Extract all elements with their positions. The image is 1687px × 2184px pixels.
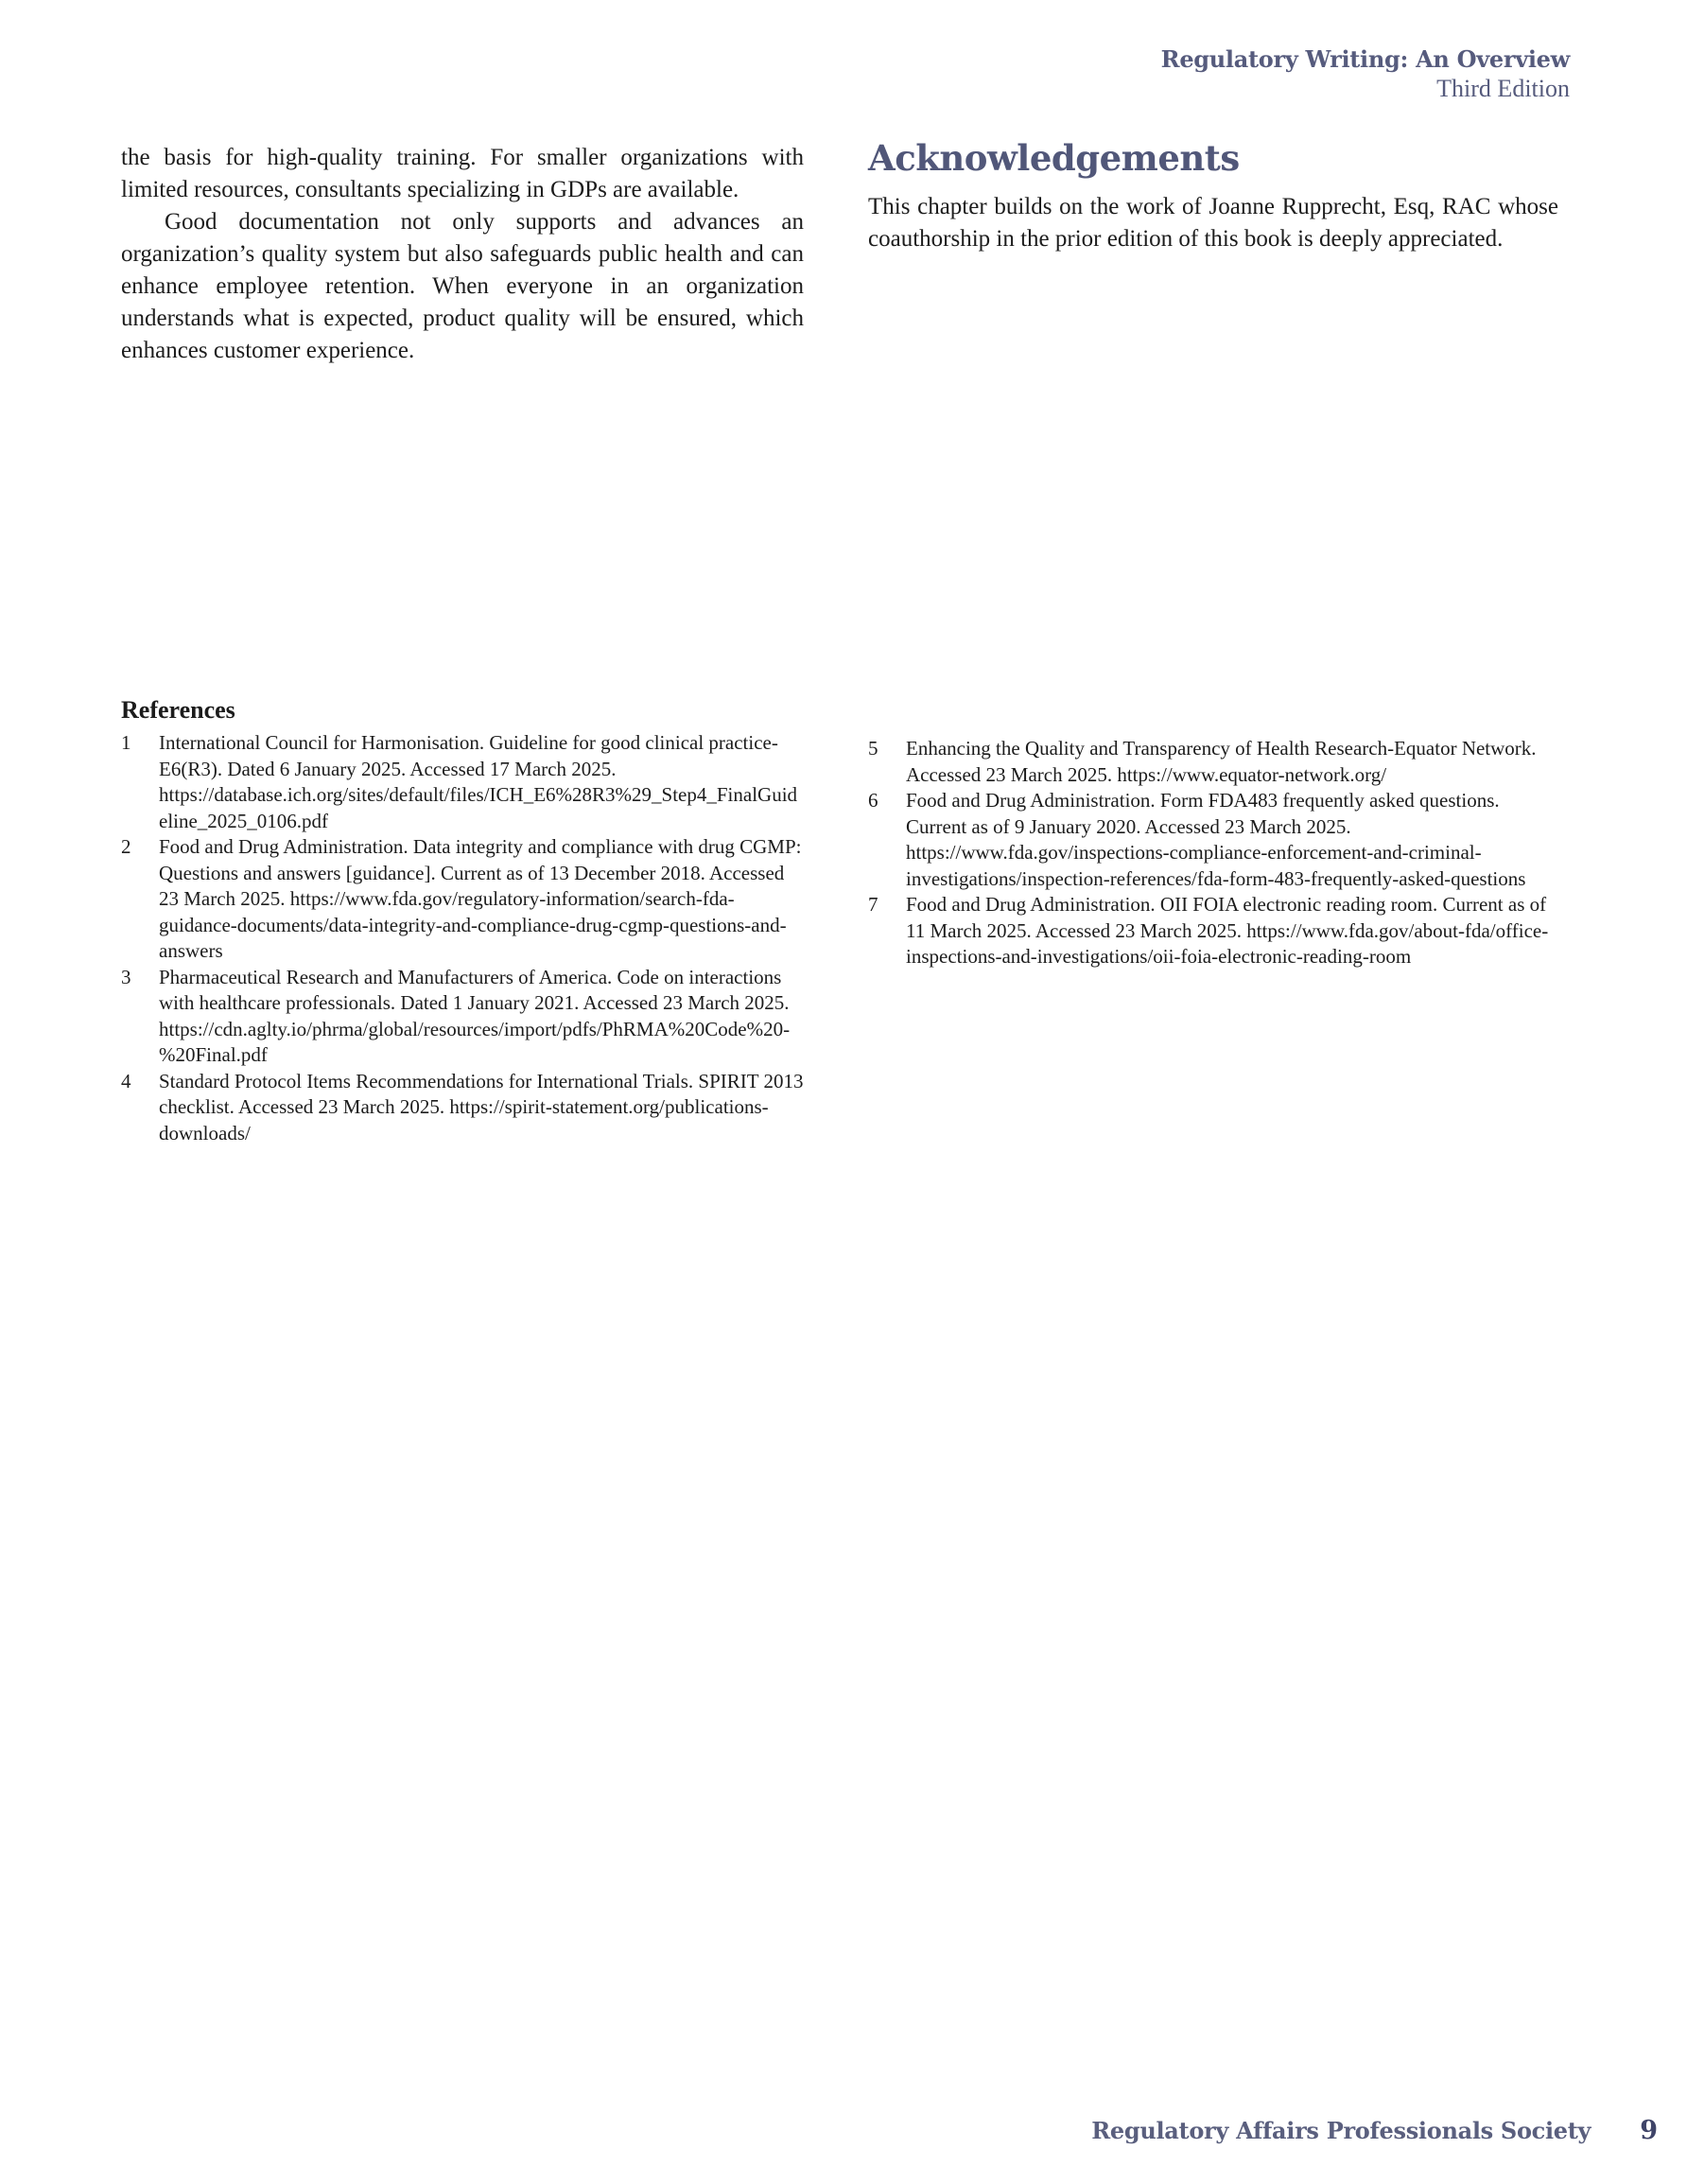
reference-item bbox=[121, 1069, 804, 1147]
header-subtitle: Third Edition bbox=[1436, 75, 1570, 102]
reference-item bbox=[868, 892, 1558, 970]
body-paragraph: Good documentation not only supports and advances an organization’s quality system but also safeguards public health and can enhance employee retention. When everyone in an organization understands what is expected, product quality will be ensured, which enhances customer experience. bbox=[121, 209, 804, 363]
footer-society-name: Regulatory Affairs Professionals Society bbox=[1091, 2117, 1591, 2144]
reference-text: Pharmaceutical Research and Manufacturers of America. Code on interactions with healthcare professionals. Dated 1 January 2021. Accessed 23 March 2025. https://cdn.aglty.io/phrma/global/resources/import/pdfs/PhRMA%20Code%20-%20Final.pdf bbox=[159, 965, 791, 1066]
reference-text: Standard Protocol Items Recommendations for International Trials. SPIRIT 2013 checklist. Accessed 23 March 2025. https://spirit-statement.org/publications-downloads/ bbox=[159, 1069, 804, 1144]
reference-item bbox=[121, 834, 804, 965]
running-footer bbox=[1091, 2116, 1658, 2145]
reference-item bbox=[868, 736, 1558, 788]
references-list-left bbox=[121, 730, 804, 1146]
reference-item bbox=[868, 788, 1558, 892]
acknowledgements-section bbox=[868, 138, 1558, 255]
reference-text: Food and Drug Administration. Data integrity and compliance with drug CGMP: Questions and answers [guidance]. Current as of 13 December 2018. Accessed 23 March 2025. https://www.fda.gov/regulatory-information/search-fda-guidance-documents/data-integrity-and-compliance-drug-cgmp-questions-and-answers bbox=[159, 835, 802, 962]
acknowledgements-heading: Acknowledgements bbox=[868, 137, 1240, 179]
page-number: 9 bbox=[1640, 2116, 1658, 2145]
references-section-right bbox=[868, 736, 1558, 970]
references-heading: References bbox=[121, 696, 235, 724]
running-header bbox=[1161, 45, 1570, 104]
reference-item bbox=[121, 730, 804, 834]
reference-text: Food and Drug Administration. OII FOIA electronic reading room. Current as of 11 March 2025. Accessed 23 March 2025. https://www.fda.gov/about-fda/office-inspections-and-investigations/oii-foia-electronic-reading-room bbox=[906, 893, 1549, 968]
body-paragraph: the basis for high-quality training. For smaller organizations with limited resources, consultants specializing in GDPs are available. bbox=[121, 145, 804, 202]
reference-number: 1 bbox=[121, 731, 131, 754]
reference-number: 7 bbox=[868, 893, 878, 916]
reference-text: Enhancing the Quality and Transparency of Health Research-Equator Network. Accessed 23 March 2025. https://www.equator-network.org/ bbox=[906, 737, 1537, 786]
reference-text: International Council for Harmonisation. Guideline for good clinical practice-E6(R3). Dated 6 January 2025. Accessed 17 March 2025. https://database.ich.org/sites/default/files/ICH_E6%28R3%29_Step4_FinalGuideline_2025_0106.pdf bbox=[159, 731, 798, 832]
reference-number: 2 bbox=[121, 835, 131, 858]
reference-text: Food and Drug Administration. Form FDA483 frequently asked questions. Current as of 9 January 2020. Accessed 23 March 2025. https://www.fda.gov/inspections-compliance-enforcement-and-criminal-investigations/inspection-references/fda-form-483-frequently-asked-questions bbox=[906, 789, 1526, 890]
reference-number: 4 bbox=[121, 1069, 131, 1092]
reference-item bbox=[121, 965, 804, 1069]
header-title: Regulatory Writing: An Overview bbox=[1160, 45, 1570, 73]
acknowledgements-body: This chapter builds on the work of Joanne Rupprecht, Esq, RAC whose coauthorship in the prior edition of this book is deeply appreciated. bbox=[868, 194, 1558, 252]
references-list-right bbox=[868, 736, 1558, 970]
reference-number: 5 bbox=[868, 737, 878, 760]
reference-number: 3 bbox=[121, 965, 131, 988]
reference-number: 6 bbox=[868, 789, 878, 812]
intro-text-column bbox=[121, 142, 804, 367]
references-section-left bbox=[121, 696, 804, 1146]
